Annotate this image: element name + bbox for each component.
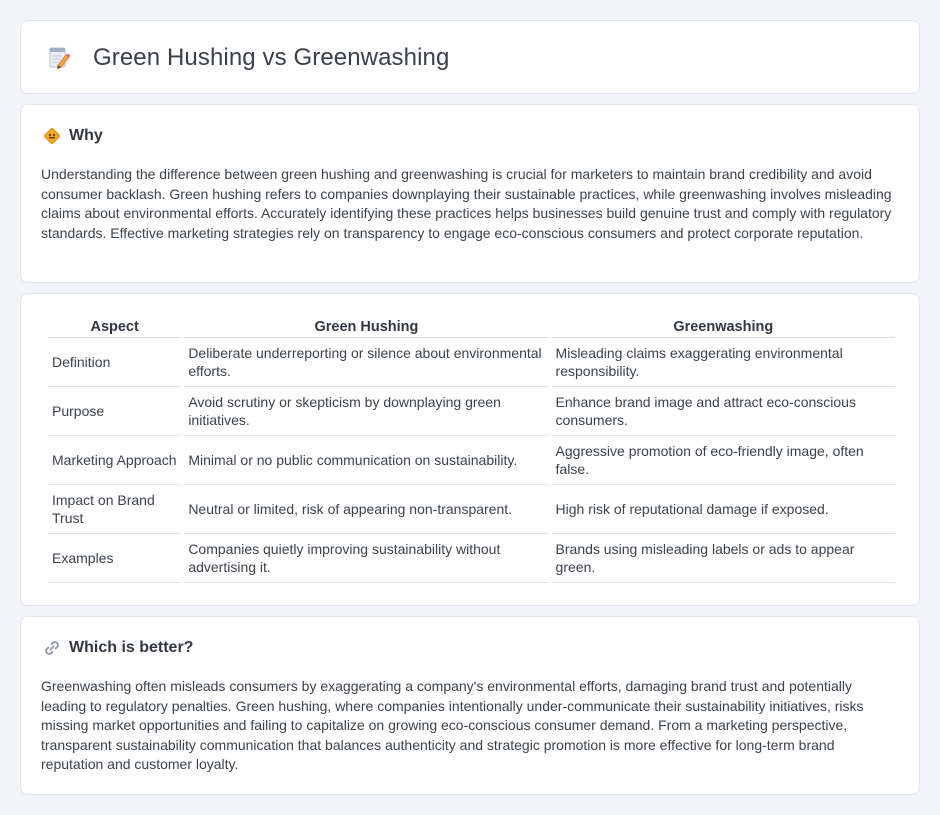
green-hushing-cell: Avoid scrutiny or skepticism by downplaying green initiatives. bbox=[184, 387, 548, 436]
header-card bbox=[20, 20, 920, 94]
greenwashing-cell: Aggressive promotion of eco-friendly image, often false. bbox=[552, 436, 895, 485]
aspect-cell: Purpose bbox=[48, 387, 181, 436]
why-card bbox=[20, 104, 920, 283]
aspect-cell: Examples bbox=[48, 534, 181, 583]
table-row bbox=[48, 534, 895, 583]
green-hushing-cell: Neutral or limited, risk of appearing non-transparent. bbox=[184, 485, 548, 534]
diamond-sign-icon bbox=[43, 127, 61, 145]
which-is-better-card bbox=[20, 616, 920, 795]
green-hushing-cell: Companies quietly improving sustainability without advertising it. bbox=[184, 534, 548, 583]
better-heading bbox=[43, 639, 193, 657]
greenwashing-cell: Brands using misleading labels or ads to appear green. bbox=[552, 534, 895, 583]
header-greenwashing: Greenwashing bbox=[552, 316, 895, 338]
table-header-row bbox=[48, 316, 895, 338]
green-hushing-cell: Deliberate underreporting or silence about environmental efforts. bbox=[184, 338, 548, 387]
table-row bbox=[48, 338, 895, 387]
better-title: Which is better? bbox=[69, 639, 194, 656]
header-aspect: Aspect bbox=[48, 316, 181, 338]
header-green-hushing: Green Hushing bbox=[184, 316, 548, 338]
table-row bbox=[48, 485, 895, 534]
page-title: Green Hushing vs Greenwashing bbox=[93, 44, 450, 71]
table-row bbox=[48, 436, 895, 485]
green-hushing-cell: Minimal or no public communication on sustainability. bbox=[184, 436, 548, 485]
header-row bbox=[45, 44, 449, 72]
why-text: Understanding the difference between green hushing and greenwashing is crucial for marketers to maintain brand credibility and avoid consumer backlash. Green hushing refers to companies downplaying their sustainable practices, while greenwashing involves misleading claims about environmental efforts. Accurately identifying these practices helps businesses build genuine trust and comply with regulatory standards. Effective marketing strategies rely on transparency to engage eco-conscious consumers and protect corporate reputation. bbox=[41, 166, 892, 241]
aspect-cell: Marketing Approach bbox=[48, 436, 181, 485]
table-row bbox=[48, 387, 895, 436]
aspect-cell: Impact on Brand Trust bbox=[48, 485, 181, 534]
comparison-card bbox=[20, 293, 920, 606]
why-title: Why bbox=[69, 127, 103, 144]
better-text: Greenwashing often misleads consumers by exaggerating a company's environmental efforts, damaging brand trust and potentially leading to regulatory penalties. Green hushing, where companies intentionally under-communicate their sustainability initiatives, risks missing market opportunities and failing to capitalize on growing eco-conscious consumer demand. From a marketing perspective, transparent sustainability communication that balances authenticity and strategic promotion is more effective for long-term brand reputation and customer loyalty. bbox=[41, 678, 864, 773]
greenwashing-cell: High risk of reputational damage if exposed. bbox=[552, 485, 895, 534]
aspect-cell: Definition bbox=[48, 338, 181, 387]
greenwashing-cell: Misleading claims exaggerating environmental responsibility. bbox=[552, 338, 895, 387]
document-edit-icon bbox=[45, 44, 73, 72]
greenwashing-cell: Enhance brand image and attract eco-conscious consumers. bbox=[552, 387, 895, 436]
why-heading bbox=[43, 127, 103, 145]
link-icon bbox=[43, 639, 61, 657]
comparison-table bbox=[45, 316, 898, 583]
